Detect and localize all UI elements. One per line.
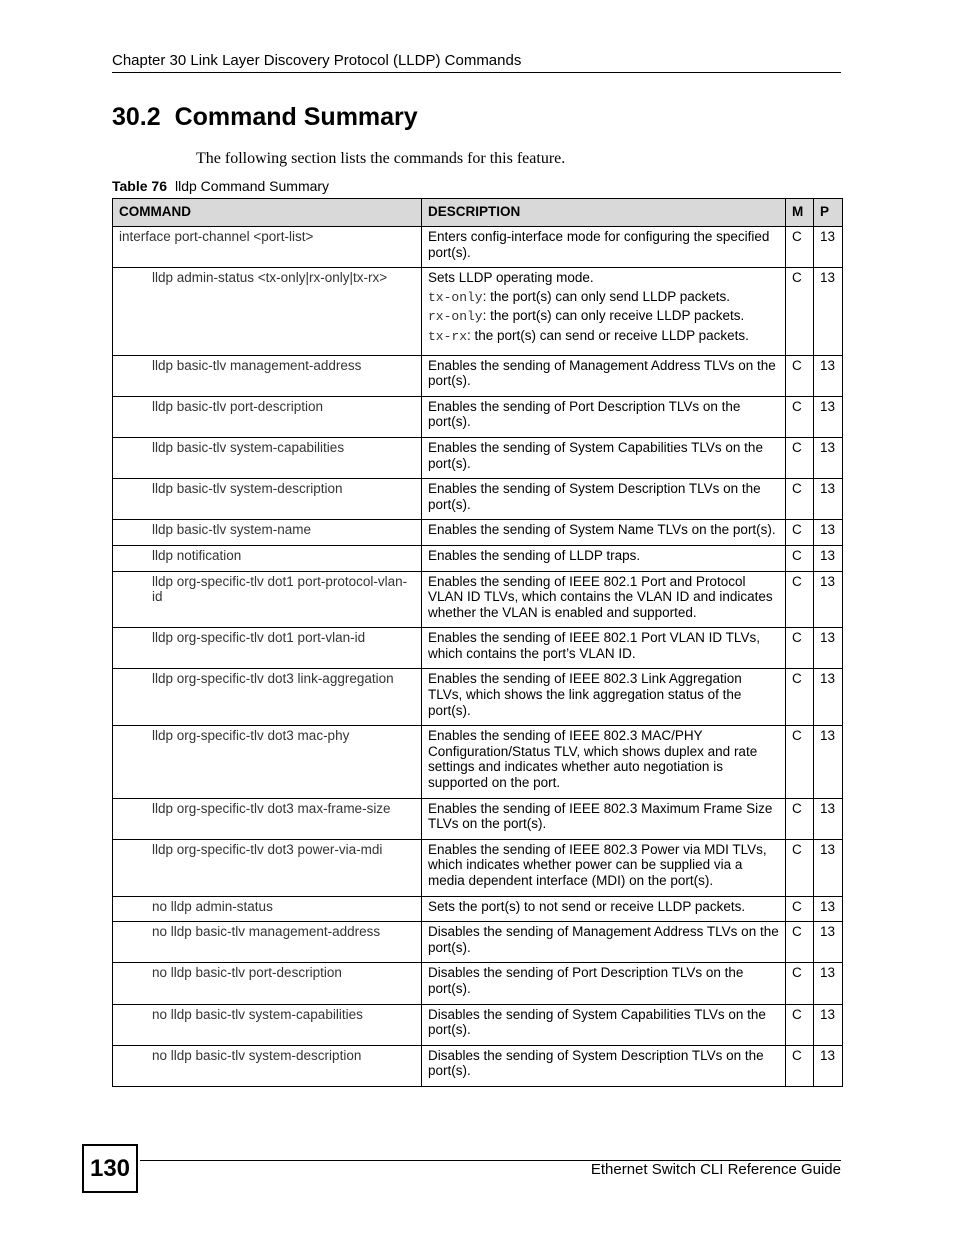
description-cell: Enables the sending of IEEE 802.3 Power via MDI TLVs, which indicates whether power can be supplied via a media dependent interface (MDI) on the port(s).: [422, 839, 786, 896]
privilege-cell: 13: [814, 396, 843, 437]
command-cell: no lldp basic-tlv port-description: [113, 963, 422, 1004]
mode-cell: C: [786, 396, 814, 437]
table-row: [113, 922, 843, 963]
description-cell: Disables the sending of System Capabilities TLVs on the port(s).: [422, 1004, 786, 1045]
description-text: Sets LLDP operating mode.: [428, 270, 594, 286]
intro-paragraph: The following section lists the commands for this feature.: [196, 150, 566, 167]
table-row: [113, 520, 843, 546]
table-row: [113, 545, 843, 571]
chapter-header: Chapter 30 Link Layer Discovery Protocol (LLDP) Commands: [112, 52, 841, 73]
command-cell: no lldp basic-tlv management-address: [113, 922, 422, 963]
page-number: 130: [82, 1144, 138, 1193]
command-cell: lldp org-specific-tlv dot1 port-vlan-id: [113, 628, 422, 669]
section-heading: Command Summary: [174, 103, 418, 131]
description-cell: Enables the sending of IEEE 802.3 Link Aggregation TLVs, which shows the link aggregation status of the port(s).: [422, 669, 786, 726]
command-cell: lldp basic-tlv system-description: [113, 479, 422, 520]
description-cell: Enables the sending of IEEE 802.3 Maximum Frame Size TLVs on the port(s).: [422, 798, 786, 839]
option-text: : the port(s) can only receive LLDP packets.: [482, 308, 745, 324]
mode-cell: C: [786, 1045, 814, 1086]
mode-cell: C: [786, 227, 814, 268]
command-summary-table: [112, 198, 843, 1087]
command-cell: lldp org-specific-tlv dot3 mac-phy: [113, 726, 422, 798]
command-cell: lldp admin-status <tx-only|rx-only|tx-rx>: [113, 268, 422, 355]
table-body: [113, 227, 843, 1087]
option-line: [428, 328, 779, 345]
table-caption: [112, 178, 329, 194]
option-text: : the port(s) can send or receive LLDP packets.: [467, 327, 749, 343]
option-line: [428, 289, 779, 306]
table-row: [113, 1045, 843, 1086]
table-row: [113, 628, 843, 669]
table-row: [113, 227, 843, 268]
description-cell: Enables the sending of IEEE 802.3 MAC/PHY Configuration/Status TLV, which shows duplex and rate settings and indicates whether auto negotiation is supported on the port.: [422, 726, 786, 798]
section-number: 30.2: [112, 103, 161, 131]
table-caption-text: lldp Command Summary: [175, 178, 330, 194]
description-cell: Enables the sending of IEEE 802.1 Port VLAN ID TLVs, which contains the port’s VLAN ID.: [422, 628, 786, 669]
command-cell: lldp notification: [113, 545, 422, 571]
option-keyword: tx-rx: [428, 328, 468, 344]
privilege-cell: 13: [814, 922, 843, 963]
table-row: [113, 963, 843, 1004]
footer-title: Ethernet Switch CLI Reference Guide: [590, 1161, 841, 1178]
privilege-cell: 13: [814, 1004, 843, 1045]
privilege-cell: 13: [814, 437, 843, 478]
option-text: : the port(s) can only send LLDP packets.: [482, 288, 730, 304]
mode-cell: C: [786, 355, 814, 396]
header-p: P: [814, 199, 843, 227]
privilege-cell: 13: [814, 896, 843, 922]
command-cell: no lldp basic-tlv system-description: [113, 1045, 422, 1086]
mode-cell: C: [786, 571, 814, 628]
command-cell: lldp basic-tlv system-capabilities: [113, 437, 422, 478]
privilege-cell: 13: [814, 520, 843, 546]
privilege-cell: 13: [814, 227, 843, 268]
header-description: DESCRIPTION: [422, 199, 786, 227]
description-cell: Enables the sending of LLDP traps.: [422, 545, 786, 571]
privilege-cell: 13: [814, 628, 843, 669]
mode-cell: C: [786, 437, 814, 478]
table-row: [113, 268, 843, 355]
privilege-cell: 13: [814, 669, 843, 726]
privilege-cell: 13: [814, 963, 843, 1004]
mode-cell: C: [786, 963, 814, 1004]
section-title: [112, 103, 418, 132]
mode-cell: C: [786, 922, 814, 963]
privilege-cell: 13: [814, 479, 843, 520]
privilege-cell: 13: [814, 545, 843, 571]
table-row: [113, 798, 843, 839]
privilege-cell: 13: [814, 798, 843, 839]
mode-cell: C: [786, 520, 814, 546]
mode-cell: C: [786, 839, 814, 896]
option-keyword: rx-only: [428, 309, 483, 325]
mode-cell: C: [786, 628, 814, 669]
description-cell: Disables the sending of Management Address TLVs on the port(s).: [422, 922, 786, 963]
table-row: [113, 396, 843, 437]
table-header-row: [113, 199, 843, 227]
option-keyword: tx-only: [428, 289, 483, 305]
description-cell: Disables the sending of Port Description TLVs on the port(s).: [422, 963, 786, 1004]
description-cell: Sets the port(s) to not send or receive LLDP packets.: [422, 896, 786, 922]
command-cell: lldp basic-tlv port-description: [113, 396, 422, 437]
mode-cell: C: [786, 545, 814, 571]
table-row: [113, 839, 843, 896]
description-cell: Enters config-interface mode for configuring the specified port(s).: [422, 227, 786, 268]
description-cell: Enables the sending of System Capabilities TLVs on the port(s).: [422, 437, 786, 478]
table-row: [113, 571, 843, 628]
description-cell: Enables the sending of System Description TLVs on the port(s).: [422, 479, 786, 520]
privilege-cell: 13: [814, 839, 843, 896]
privilege-cell: 13: [814, 571, 843, 628]
command-cell: lldp org-specific-tlv dot3 link-aggregation: [113, 669, 422, 726]
mode-cell: C: [786, 268, 814, 355]
table-row: [113, 355, 843, 396]
mode-cell: C: [786, 798, 814, 839]
option-line: [428, 308, 779, 325]
description-cell: Enables the sending of System Name TLVs on the port(s).: [422, 520, 786, 546]
privilege-cell: 13: [814, 1045, 843, 1086]
table-row: [113, 437, 843, 478]
description-cell: [422, 268, 786, 355]
table-row: [113, 669, 843, 726]
command-cell: no lldp basic-tlv system-capabilities: [113, 1004, 422, 1045]
privilege-cell: 13: [814, 268, 843, 355]
header-m: M: [786, 199, 814, 227]
description-cell: Enables the sending of Port Description TLVs on the port(s).: [422, 396, 786, 437]
table-row: [113, 896, 843, 922]
table-caption-label: Table 76: [112, 178, 167, 194]
description-cell: Enables the sending of IEEE 802.1 Port and Protocol VLAN ID TLVs, which contains the VLAN ID and indicates whether the VLAN is enabled and supported.: [422, 571, 786, 628]
table-row: [113, 726, 843, 798]
command-cell: lldp org-specific-tlv dot3 max-frame-size: [113, 798, 422, 839]
command-cell: no lldp admin-status: [113, 896, 422, 922]
table-row: [113, 479, 843, 520]
command-cell: interface port-channel <port-list>: [113, 227, 422, 268]
command-cell: lldp basic-tlv management-address: [113, 355, 422, 396]
table-row: [113, 1004, 843, 1045]
header-command: COMMAND: [113, 199, 422, 227]
privilege-cell: 13: [814, 355, 843, 396]
command-cell: lldp org-specific-tlv dot1 port-protocol-vlan-id: [113, 571, 422, 628]
description-cell: Disables the sending of System Description TLVs on the port(s).: [422, 1045, 786, 1086]
command-cell: lldp basic-tlv system-name: [113, 520, 422, 546]
mode-cell: C: [786, 1004, 814, 1045]
mode-cell: C: [786, 896, 814, 922]
mode-cell: C: [786, 726, 814, 798]
command-cell: lldp org-specific-tlv dot3 power-via-mdi: [113, 839, 422, 896]
privilege-cell: 13: [814, 726, 843, 798]
mode-cell: C: [786, 479, 814, 520]
description-cell: Enables the sending of Management Address TLVs on the port(s).: [422, 355, 786, 396]
mode-cell: C: [786, 669, 814, 726]
